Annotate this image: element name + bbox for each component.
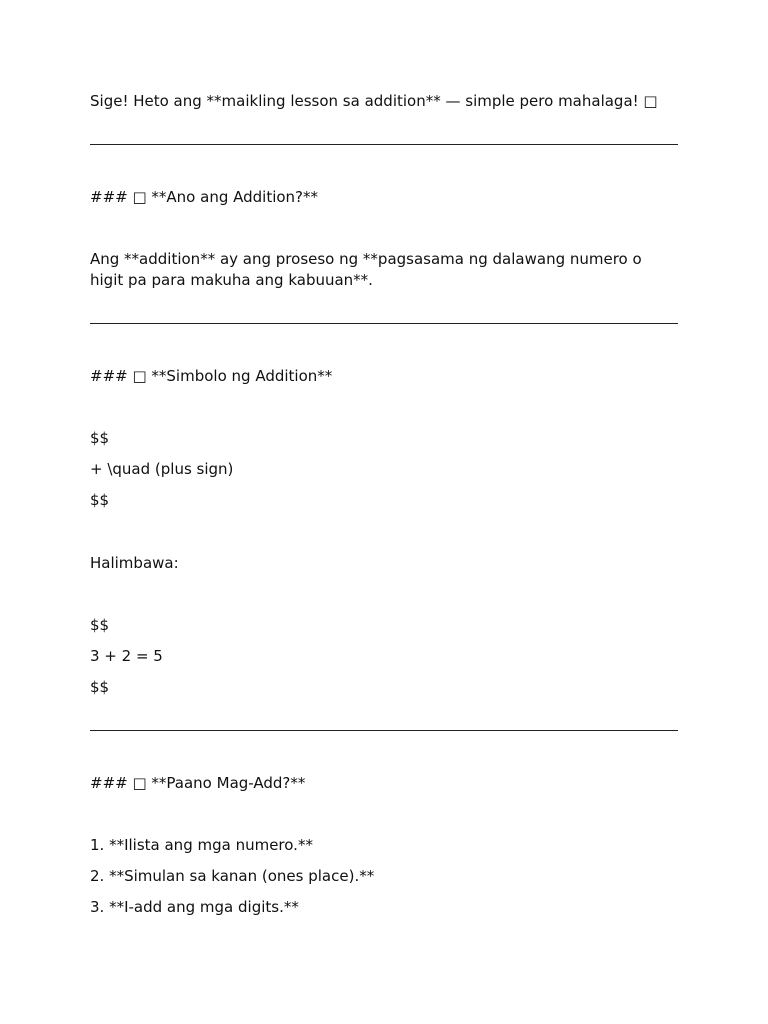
math-delimiter-close: $$ [90,491,110,509]
step-item: 1. **Ilista ang mga numero.** [90,836,313,854]
step-item: 3. **I-add ang mga digits.** [90,898,299,916]
section-heading-paano-mag-add: ### □ **Paano Mag-Add?** [90,774,306,792]
math-delimiter-open: $$ [90,429,110,447]
section-heading-simbolo: ### □ **Simbolo ng Addition** [90,367,333,385]
horizontal-rule [90,144,678,145]
horizontal-rule [90,323,678,324]
example-delimiter-close: $$ [90,678,110,696]
section-heading-ano-ang-addition: ### □ **Ano ang Addition?** [90,188,319,206]
intro-text: Sige! Heto ang **maikling lesson sa addition** — simple pero mahalaga! □ [90,92,658,110]
example-delimiter-open: $$ [90,616,110,634]
example-equation: 3 + 2 = 5 [90,647,163,665]
math-plus-sign-line: + \quad (plus sign) [90,460,234,478]
section-paragraph: Ang **addition** ay ang proseso ng **pagsasama ng dalawang numero o higit pa para makuha ang kabuuan**. [90,250,647,289]
example-label: Halimbawa: [90,554,179,572]
horizontal-rule [90,730,678,731]
step-item: 2. **Simulan sa kanan (ones place).** [90,867,375,885]
